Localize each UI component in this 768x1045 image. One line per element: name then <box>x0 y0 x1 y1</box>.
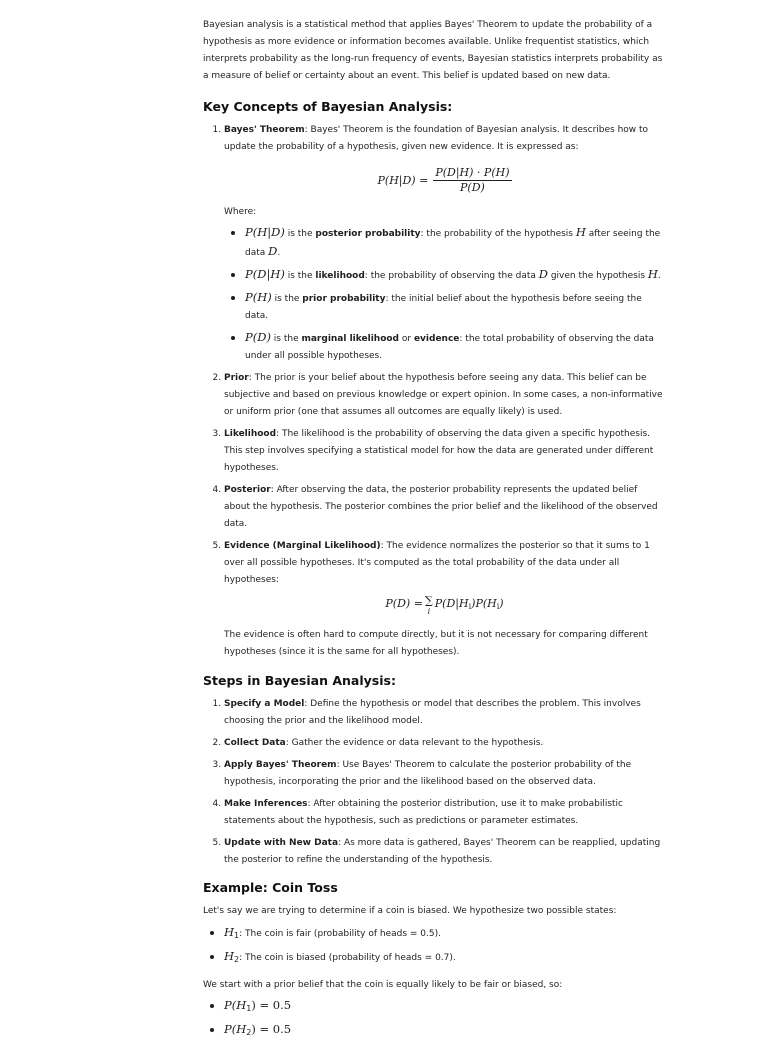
definition-text: : the initial belief about the hypothesis before seeing the data. <box>245 294 642 321</box>
article-content <box>203 17 665 1045</box>
bayes-formula <box>224 163 665 197</box>
example-intro: Let's say we are trying to determine if a coin is biased. We hypothesize two possible states: <box>203 906 617 916</box>
prior-description: : The prior is your belief about the hypothesis before seeing any data. This belief can be subjective and based on previous knowledge or expert opinion. In some cases, a non-informative or uniform prior (one that assumes all outcomes are equally likely) is used. <box>224 373 663 417</box>
formula-subscript: i <box>468 602 472 611</box>
hypothesis-subscript: 1 <box>234 931 240 940</box>
hypothesis-text: : The coin is biased (probability of heads = 0.7). <box>239 953 456 963</box>
definition-term: marginal likelihood <box>301 334 400 344</box>
posterior-description: : After observing the data, the posterior probability represents the updated belief about the hypothesis. The posterior combines the prior belief and the likelihood of the observed data. <box>224 485 658 529</box>
step-text: : Define the hypothesis or model that describes the problem. This involves choosing the prior and the likelihood model. <box>224 699 641 726</box>
bayes-formula-lhs: P(H|D) = <box>377 173 429 187</box>
definition-text: or <box>399 334 414 344</box>
step-text: : Gather the evidence or data relevant to the hypothesis. <box>285 738 544 748</box>
evidence-formula <box>224 595 665 621</box>
intro-paragraph: Bayesian analysis is a statistical method that applies Bayes' Theorem to update the probability of a hypothesis as more evidence or information becomes available. Unlike frequentist statistics, which interprets probability as the long-run frequency of events, Bayesian statistics interprets probability as a measure of belief or certainty about an event. This belief is updated based on new data. <box>203 20 663 81</box>
steps-list <box>203 696 665 869</box>
term-evidence: Evidence (Marginal Likelihood) <box>224 541 381 551</box>
prior-math: P(H <box>224 1022 247 1036</box>
hypothesis-symbol: H <box>224 925 235 939</box>
definition-text: is the <box>284 229 316 239</box>
hypothesis-subscript: 2 <box>234 955 240 964</box>
term-likelihood: Likelihood <box>224 429 277 439</box>
term-prior: Prior <box>224 373 249 383</box>
summation-sign: ∑ <box>424 594 433 607</box>
definition-text: given the hypothesis <box>547 271 648 281</box>
prior-math: P(H <box>224 998 247 1012</box>
step-item <box>224 696 665 730</box>
key-concepts-list <box>203 122 665 661</box>
formula-part: ) <box>499 597 504 610</box>
definition-text: . <box>277 248 281 258</box>
math-symbol: D <box>538 267 548 281</box>
definition-prior <box>245 289 665 325</box>
hypothesis-symbol: H <box>224 949 235 963</box>
math-evidence: P(D) <box>245 330 271 344</box>
prior-subscript: 1 <box>246 1004 252 1013</box>
bayes-formula-fraction <box>433 166 511 195</box>
definition-evidence <box>245 329 665 365</box>
list-item-likelihood <box>224 426 665 477</box>
step-item <box>224 735 665 752</box>
hypothesis-item <box>224 924 665 944</box>
definition-text: after seeing the data <box>245 229 661 258</box>
prior-item <box>224 997 665 1017</box>
prior-item <box>224 1021 665 1041</box>
list-item-prior <box>224 370 665 421</box>
priors-list <box>203 997 665 1041</box>
definition-text: : the probability of observing the data <box>364 271 539 281</box>
list-item-evidence <box>224 538 665 661</box>
hypothesis-item <box>224 948 665 968</box>
evidence-formula-rhs <box>435 595 504 615</box>
definition-text: is the <box>271 294 303 304</box>
step-item <box>224 757 665 791</box>
definition-term: likelihood <box>315 271 365 281</box>
definition-likelihood <box>245 266 665 285</box>
math-symbol: D <box>268 244 278 258</box>
step-item <box>224 835 665 869</box>
definition-text: : the total probability of observing the data under all possible hypotheses. <box>245 334 654 361</box>
hypothesis-text: : The coin is fair (probability of heads = 0.5). <box>239 929 441 939</box>
prior-intro: We start with a prior belief that the coin is equally likely to be fair or biased, so: <box>203 980 563 990</box>
math-prior: P(H) <box>245 290 272 304</box>
step-text: : As more data is gathered, Bayes' Theorem can be reapplied, updating the posterior to refine the understanding of the hypothesis. <box>224 838 661 865</box>
definition-text: : the probability of the hypothesis <box>420 229 576 239</box>
step-term: Make Inferences <box>224 799 308 809</box>
evidence-note: The evidence is often hard to compute directly, but it is not necessary for comparing different hypotheses (since it is the same for all hypotheses). <box>224 630 648 657</box>
step-term: Collect Data <box>224 738 286 748</box>
definition-text: is the <box>284 271 316 281</box>
formula-subscript: i <box>496 602 500 611</box>
list-item-bayes-theorem <box>224 122 665 365</box>
definition-term: evidence <box>413 334 460 344</box>
prior-value: ) = 0.5 <box>251 1022 292 1036</box>
summation <box>425 595 433 616</box>
evidence-formula-lhs: P(D) = <box>385 597 423 610</box>
definition-text: . <box>657 271 661 281</box>
definition-posterior <box>245 224 665 262</box>
definition-text: is the <box>270 334 302 344</box>
hypotheses-list <box>203 924 665 968</box>
bayes-formula-numerator: P(D|H) · P(H) <box>435 165 510 179</box>
bayes-formula-denominator: P(D) <box>460 180 485 194</box>
step-term: Apply Bayes' Theorem <box>224 760 337 770</box>
term-bayes-theorem: Bayes' Theorem <box>224 125 305 135</box>
definitions-list <box>224 224 665 365</box>
definition-term: posterior probability <box>315 229 421 239</box>
example-heading: Example: Coin Toss <box>203 880 338 895</box>
step-text: : After obtaining the posterior distribution, use it to make probabilistic statements about the hypothesis, such as predictions or parameter estimates. <box>224 799 624 826</box>
likelihood-description: : The likelihood is the probability of observing the data given a specific hypothesis. This step involves specifying a statistical model for how the data are generated under different hypotheses. <box>224 429 654 473</box>
key-concepts-heading: Key Concepts of Bayesian Analysis: <box>203 99 453 114</box>
formula-part: )P(H <box>471 597 497 610</box>
step-item <box>224 796 665 830</box>
summation-index: i <box>427 607 431 616</box>
prior-value: ) = 0.5 <box>251 998 292 1012</box>
step-text: : Use Bayes' Theorem to calculate the posterior probability of the hypothesis, incorporating the prior and the likelihood based on the observed data. <box>224 760 632 787</box>
steps-heading: Steps in Bayesian Analysis: <box>203 673 396 688</box>
definition-term: prior probability <box>302 294 386 304</box>
where-label: Where: <box>224 207 257 217</box>
math-symbol: H <box>575 225 586 239</box>
term-posterior: Posterior <box>224 485 271 495</box>
math-posterior: P(H|D) <box>245 225 285 239</box>
prior-subscript: 2 <box>246 1028 252 1037</box>
list-item-posterior <box>224 482 665 533</box>
formula-part: P(D|H <box>434 597 469 610</box>
step-term: Update with New Data <box>224 838 339 848</box>
bayes-description: : Bayes' Theorem is the foundation of Bayesian analysis. It describes how to update the probability of a hypothesis, given new evidence. It is expressed as: <box>224 125 649 152</box>
evidence-description: : The evidence normalizes the posterior so that it sums to 1 over all possible hypotheses. It's computed as the total probability of the data under all hypotheses: <box>224 541 650 585</box>
math-likelihood: P(D|H) <box>245 267 285 281</box>
step-term: Specify a Model <box>224 699 305 709</box>
math-symbol: H <box>647 267 658 281</box>
